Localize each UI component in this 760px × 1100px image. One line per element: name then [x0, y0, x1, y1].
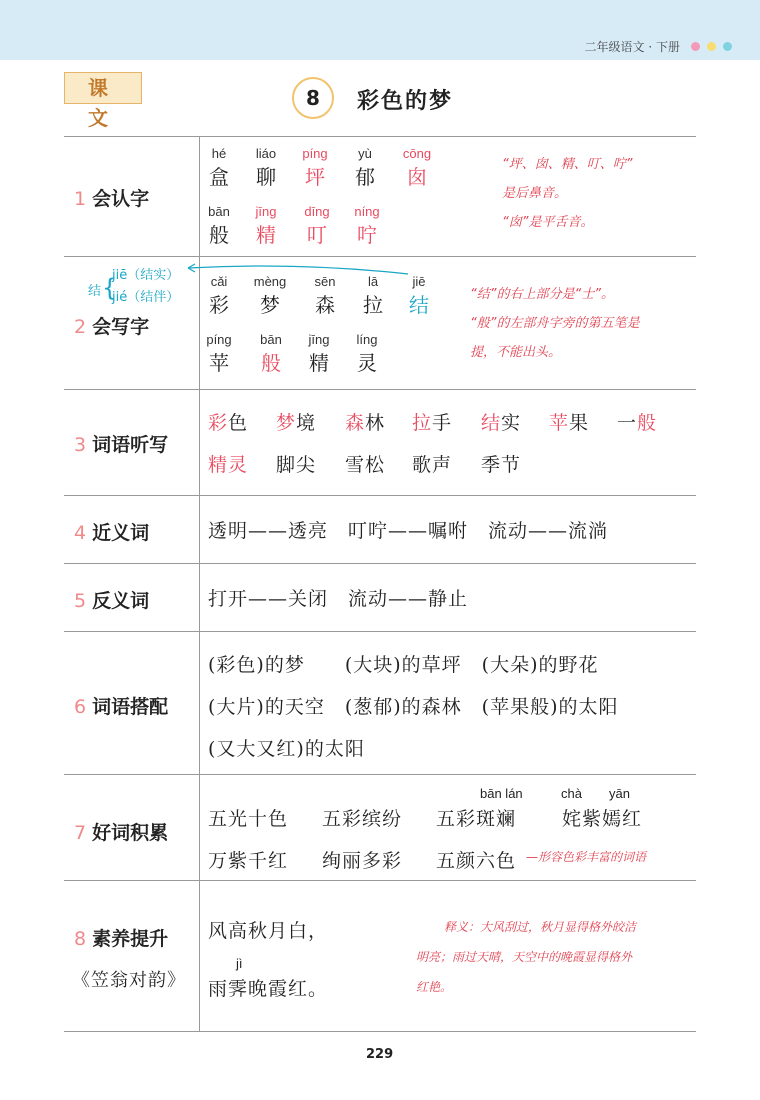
pink-dot-icon [691, 42, 700, 51]
dictation-word: 苹果 [549, 412, 590, 434]
annotation-note: 释义：大风刮过，秋月显得格外皎洁 明亮；雨过天晴，天空中的晚霞显得格外 红艳。 [416, 920, 637, 994]
lesson-number: 8 [292, 77, 334, 119]
row-label-synonyms: 4 近义词 [74, 522, 150, 544]
pinyin-yan: yān [609, 786, 630, 801]
char-cell: cǎi 彩 [209, 274, 229, 317]
verse-line: 雨霁晚霞红。 [208, 978, 329, 1000]
char-cell: yù 郁 [355, 146, 375, 189]
verse-line: 风高秋月白， [208, 920, 329, 942]
synonyms-text: 透明——透亮 叮咛——嘱咐 流动——流淌 [208, 520, 609, 542]
good-word: 五光十色 [208, 808, 289, 830]
table-line [64, 1031, 696, 1032]
char-cell: jiē 结 [409, 274, 429, 317]
dictation-word: 彩色 [208, 412, 249, 434]
row-label-dictation: 3 词语听写 [74, 434, 169, 456]
char-cell: hé 盒 [209, 146, 229, 189]
dictation-word: 脚尖 [276, 454, 317, 476]
grade-label: 二年级语文 · 下册 [584, 40, 680, 54]
table-line [64, 256, 696, 257]
char-cell: liáo 聊 [255, 146, 277, 189]
char-cell: píng 坪 [302, 146, 328, 189]
char-cell: jīng 精 [308, 332, 330, 375]
row-label-recognize: 1 会认字 [74, 188, 150, 210]
collocation-line: (大片)的天空 (葱郁)的森林 (苹果般)的太阳 [208, 696, 619, 718]
dictation-word: 梦境 [276, 412, 317, 434]
table-line [64, 563, 696, 564]
row-label-literacy: 8 素养提升 [74, 928, 169, 950]
dictation-word: 雪松 [345, 454, 386, 476]
dictation-word: 结实 [481, 412, 522, 434]
char-cell: bān 般 [260, 332, 282, 375]
cyan-dot-icon [723, 42, 732, 51]
char-cell: mèng 梦 [253, 274, 287, 317]
char-cell: níng 咛 [354, 204, 380, 247]
char-cell: lā 拉 [363, 274, 383, 317]
char-cell: sēn 森 [314, 274, 336, 317]
collocation-line: (又大又红)的太阳 [208, 738, 365, 760]
dictation-word: 一般 [617, 412, 658, 434]
char-cell: bān 般 [208, 204, 230, 247]
dictation-word: 森林 [345, 412, 386, 434]
row-label-good-words: 7 好词积累 [74, 822, 169, 844]
row-label-write: 2 会写字 [74, 316, 150, 338]
row-label-antonyms: 5 反义词 [74, 590, 150, 612]
good-word: 绚丽多彩 [322, 850, 403, 872]
yellow-dot-icon [707, 42, 716, 51]
antonyms-text: 打开——关闭 流动——静止 [208, 588, 469, 610]
annotation-note: —形容色彩丰富的词语 [526, 850, 647, 864]
section-tag: 课 文 [64, 72, 142, 104]
table-line [64, 880, 696, 881]
source-book: 《笠翁对韵》 [72, 970, 186, 991]
dictation-word: 歌声 [412, 454, 453, 476]
table-line [64, 136, 696, 137]
good-word: 万紫千红 [208, 850, 289, 872]
row-label-collocation: 6 词语搭配 [74, 696, 169, 718]
table-line [64, 774, 696, 775]
lesson-title: 彩色的梦 [357, 89, 454, 114]
table-line [64, 389, 696, 390]
pinyin-cha: chà [561, 786, 582, 801]
collocation-line: (彩色)的梦 (大块)的草坪 (大朵)的野花 [208, 654, 599, 676]
pinyin-banlan: bān lán [480, 786, 523, 801]
char-cell: dīng 叮 [304, 204, 330, 247]
char-cell: jīng 精 [255, 204, 277, 247]
pinyin-ji: jì [236, 956, 243, 971]
good-word: 姹紫嫣红 [562, 808, 643, 830]
dictation-word: 季节 [481, 454, 522, 476]
good-word: 五彩斑斓 [436, 808, 517, 830]
table-line [64, 631, 696, 632]
annotation-note: “结”的右上部分是“士”。 “般”的左部舟字旁的第五笔是 提，不能出头。 [470, 287, 640, 360]
good-word: 五彩缤纷 [322, 808, 403, 830]
table-line [64, 495, 696, 496]
annotation-note: “坪、囱、精、叮、咛” 是后鼻音。 “囱”是平舌音。 [502, 157, 633, 230]
char-cell: líng 灵 [356, 332, 378, 375]
dictation-word: 拉手 [412, 412, 453, 434]
char-cell: píng 苹 [206, 332, 232, 375]
page-number: 229 [366, 1047, 394, 1062]
good-word: 五颜六色 [436, 850, 517, 872]
char-cell: cōng 囱 [402, 146, 432, 189]
dictation-word: 精灵 [208, 454, 249, 476]
